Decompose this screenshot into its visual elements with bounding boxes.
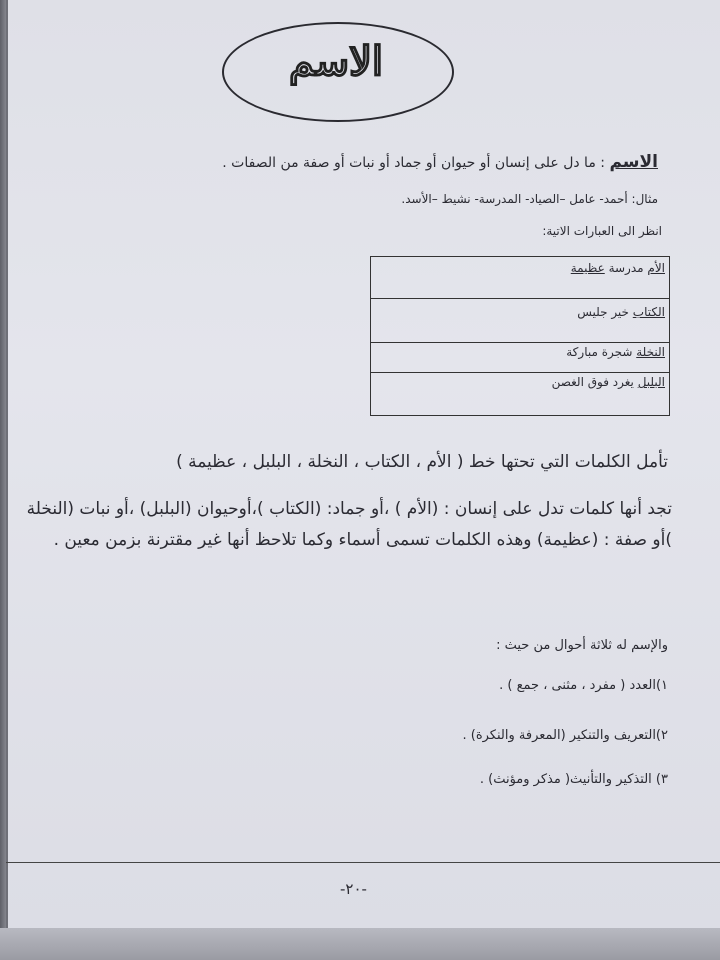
page-number: -٢٠- (340, 880, 367, 898)
row-text: خير جليس (577, 305, 633, 319)
underlined-word: عظيمة (570, 261, 605, 275)
page-title: الاسم (288, 38, 384, 85)
table-row (371, 257, 669, 299)
state-item-number: ١)العدد ( مفرد ، مثنى ، جمع ) . (499, 678, 668, 693)
table-row (371, 373, 669, 415)
underlined-word: الأم (647, 261, 665, 275)
underlined-word: الكتاب (632, 305, 665, 319)
row-text: شجرة مباركة (566, 345, 637, 359)
observe-line: تأمل الكلمات التي تحتها خط ( الأم ، الكتاب ، النخلة ، البلبل ، عظيمة ) (176, 452, 668, 472)
definition-text: : ما دل على إنسان أو حيوان أو جماد أو نبات أو صفة من الصفات . (222, 155, 605, 171)
table-row (371, 299, 669, 343)
table-row (371, 343, 669, 373)
underlined-word: النخلة (636, 345, 665, 359)
underlined-word: البلبل (637, 375, 665, 389)
bottom-band (0, 928, 720, 960)
state-item-definiteness: ٢)التعريف والتنكير (المعرفة والنكرة) . (462, 728, 668, 743)
definition-term: الاسم (609, 152, 658, 172)
explanation-paragraph: تجد أنها كلمات تدل على إنسان : (الأم ) ،أو جماد: (الكتاب )،أوحيوان (البلبل) ،أو نبات (النخلة )أو صفة : (عظيمة) وهذه الكلمات تسمى أسماء وكما تلاحظ أنها غير مقترنة بزمن معين . (26, 499, 672, 550)
instruction-line: انظر الى العبارات الاتية: (542, 224, 662, 238)
footer-divider (6, 862, 720, 863)
row-text: مدرسة (604, 261, 648, 275)
sentences-table (370, 256, 670, 416)
states-intro: والإسم له ثلاثة أحوال من حيث : (496, 638, 668, 653)
state-item-gender: ٣) التذكير والتأنيث( مذكر ومؤنث) . (479, 772, 668, 787)
row-text: يغرد فوق الغصن (551, 375, 638, 389)
definition (222, 152, 658, 172)
example-line: مثال: أحمد- عامل –الصياد- المدرسة- نشيط –الأسد. (401, 192, 658, 206)
